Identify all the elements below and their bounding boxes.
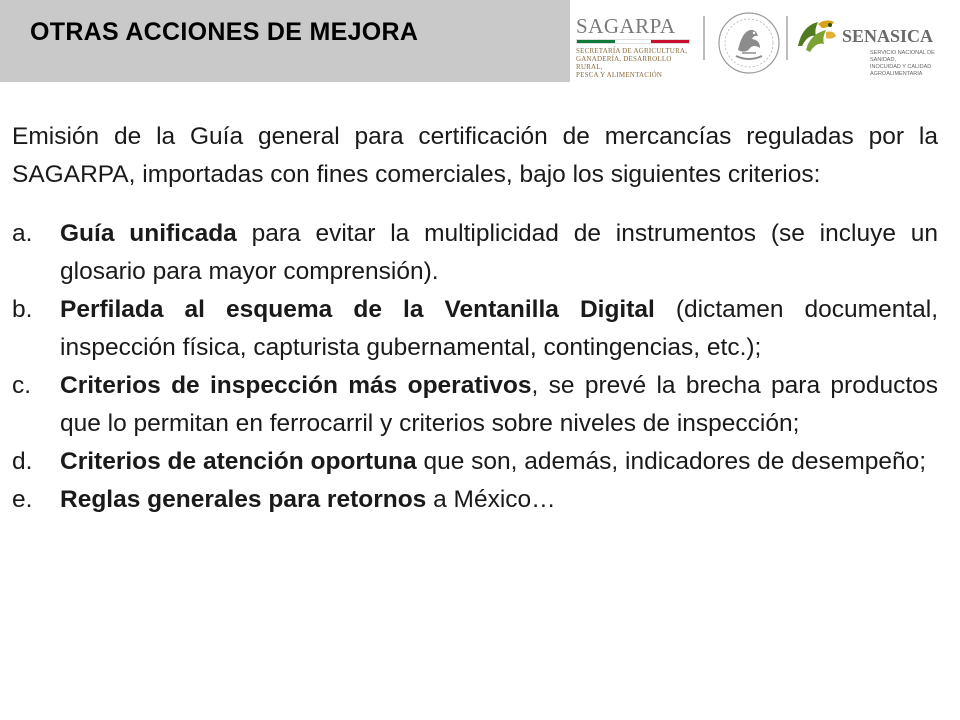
list-marker: d. bbox=[12, 448, 33, 475]
logo-separator bbox=[786, 16, 788, 60]
senasica-logo bbox=[792, 12, 952, 76]
list-marker: b. bbox=[12, 296, 33, 323]
intro-paragraph: Emisión de la Guía general para certificación de mercancías reguladas por la SAGARPA, importadas con fines comerciales, bajo los siguientes criterios: bbox=[12, 123, 938, 188]
list-marker: a. bbox=[12, 220, 33, 247]
list-item bbox=[12, 291, 938, 367]
list-marker: e. bbox=[12, 486, 33, 513]
criteria-list bbox=[12, 215, 938, 519]
list-item bbox=[12, 481, 938, 519]
sagarpa-flag-stripe bbox=[576, 39, 690, 44]
list-item-bold: Reglas generales para retornos bbox=[60, 486, 427, 513]
list-item-bold: Criterios de atención oportuna bbox=[60, 448, 417, 475]
list-item-bold: Guía unificada bbox=[60, 220, 237, 247]
slide-body bbox=[12, 118, 938, 519]
list-marker: c. bbox=[12, 372, 32, 399]
list-item-bold: Perfilada al esquema de la Ventanilla Digital bbox=[60, 296, 655, 323]
page-title: OTRAS ACCIONES DE MEJORA bbox=[30, 18, 419, 46]
logo-separator bbox=[703, 16, 705, 60]
list-item-bold: Criterios de inspección más operativos bbox=[60, 372, 532, 399]
list-item bbox=[12, 215, 938, 291]
list-item-text: para evitar la multiplicidad de instrumentos (se incluye un glosario para mayor comprensión). bbox=[60, 220, 939, 285]
list-item bbox=[12, 367, 938, 443]
mexican-coat-of-arms-icon bbox=[716, 10, 782, 76]
list-item-text: , se prevé la brecha para productos que lo permitan en ferrocarril y criterios sobre niveles de inspección; bbox=[60, 372, 938, 437]
sagarpa-logo-name: SAGARPA bbox=[576, 14, 676, 38]
list-item-text: que son, además, indicadores de desempeño; bbox=[416, 448, 927, 475]
senasica-emblem-icon bbox=[792, 12, 840, 60]
list-item-text: (dictamen documental, inspección física, capturista gubernamental, contingencias, etc.); bbox=[60, 296, 939, 361]
title-band bbox=[0, 0, 570, 82]
senasica-logo-subtitle: SERVICIO NACIONAL DE SANIDAD, INOCUIDAD Y CALIDAD AGROALIMENTARIA bbox=[870, 50, 935, 77]
list-item bbox=[12, 443, 938, 481]
list-item-text: a México… bbox=[426, 486, 556, 513]
senasica-logo-name: SENASICA bbox=[842, 26, 934, 46]
sagarpa-logo-subtitle: SECRETARÍA DE AGRICULTURA, GANADERÍA, DESARROLLO RURAL, PESCA Y ALIMENTACIÓN bbox=[576, 47, 688, 79]
sagarpa-logo bbox=[576, 14, 694, 84]
